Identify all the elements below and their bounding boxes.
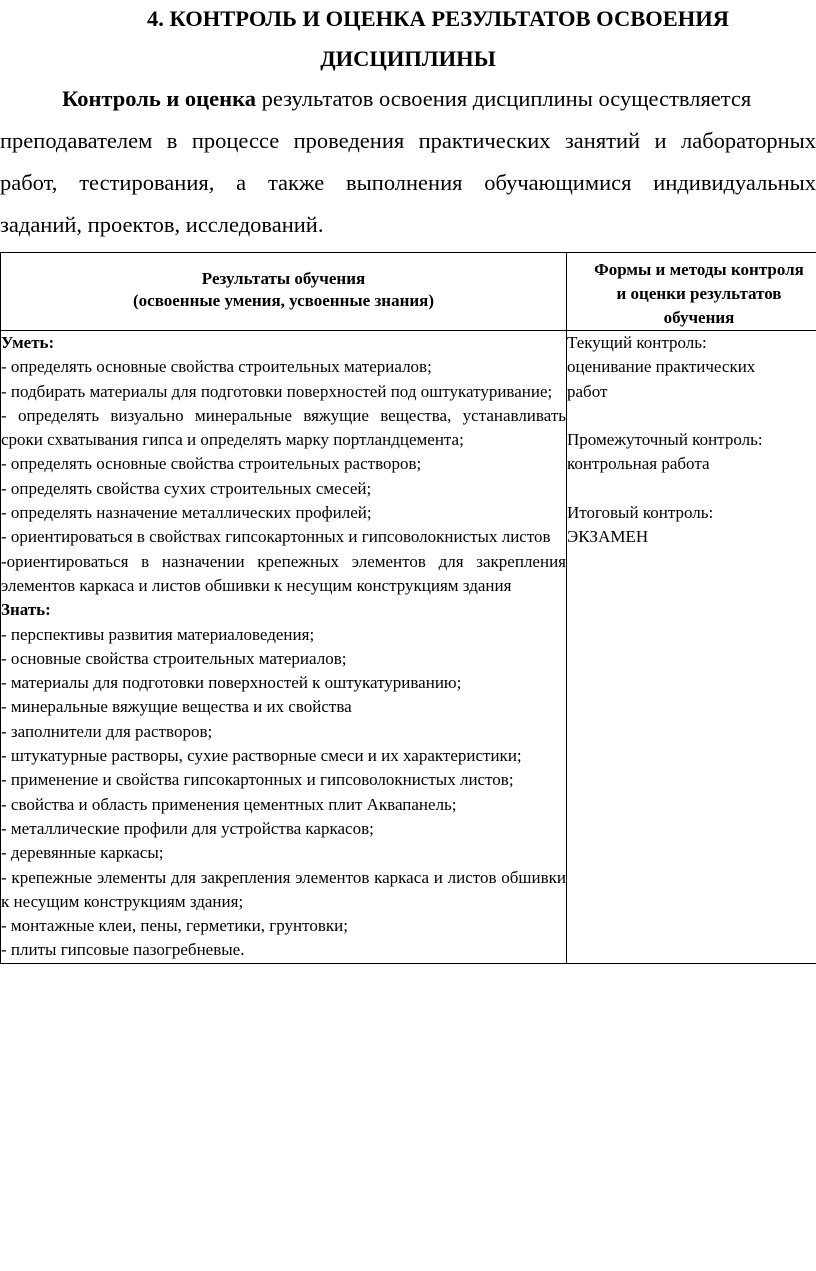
current-control-label: Текущий контроль: — [567, 333, 707, 352]
list-item: - штукатурные растворы, сухие растворные смеси и их характеристики; — [1, 746, 522, 766]
header-results-line1: Результаты обучения — [201, 269, 366, 288]
spacer — [567, 477, 816, 501]
intro-line-4: заданий, проектов, исследований. — [0, 212, 324, 237]
interim-control-value: контрольная работа — [567, 454, 710, 474]
list-item: - определять основные свойства строительных материалов; — [1, 357, 432, 377]
results-cell — [1, 331, 567, 964]
list-item: - определять визуально минеральные вяжущие вещества, устанавливать сроки схватывания гипса и определять марку портландцемента; — [1, 405, 566, 450]
intro-bold-lead: Контроль и оценка — [62, 86, 256, 111]
list-item: - перспективы развития материаловедения; — [1, 624, 315, 644]
list-item: - крепежные элементы для закрепления элементов каркаса и листов обшивки к несущим конструкциям здания; — [1, 867, 566, 911]
list-item: - подбирать материалы для подготовки поверхностей под оштукатуривание; — [1, 381, 553, 401]
final-control-label: Итоговый контроль: — [567, 503, 714, 523]
intro-line-2: преподавателем в процессе проведения практических занятий и лабораторных — [0, 128, 816, 153]
intro-paragraph — [0, 78, 816, 246]
header-methods-line1: Формы и методы контроля — [594, 260, 804, 279]
list-item: - определять основные свойства строительных растворов; — [1, 454, 422, 474]
header-methods-line2: и оценки результатов — [616, 284, 782, 303]
header-methods — [567, 253, 816, 331]
list-item: - металлические профили для устройства каркасов; — [1, 818, 374, 838]
current-control-line2: оценивание практических — [567, 357, 756, 377]
list-item: - заполнители для растворов; — [1, 721, 213, 741]
list-item: - материалы для подготовки поверхностей к оштукатуриванию; — [1, 673, 462, 693]
list-item: - применение и свойства гипсокартонных и гипсоволокнистых листов; — [1, 770, 514, 790]
list-item: - ориентироваться в свойствах гипсокартонных и гипсоволокнистых листов — [1, 527, 551, 547]
table-body-row — [1, 331, 816, 964]
list-item: - свойства и область применения цементных плит Аквапанель; — [1, 794, 457, 814]
list-item: - деревянные каркасы; — [1, 843, 164, 863]
list-item: - минеральные вяжущие вещества и их свойства — [1, 697, 352, 717]
section-title-line2: ДИСЦИПЛИНЫ — [320, 46, 496, 71]
intro-line-3: работ, тестирования, а также выполнения обучающимися индивидуальных — [0, 170, 816, 195]
interim-control-label: Промежуточный контроль: — [567, 430, 763, 450]
section-title-line1: 4. КОНТРОЛЬ И ОЦЕНКА РЕЗУЛЬТАТОВ ОСВОЕНИЯ — [147, 6, 729, 31]
final-control-value: ЭКЗАМЕН — [567, 527, 649, 547]
header-results-line2: (освоенные умения, усвоенные знания) — [132, 291, 435, 310]
list-item: - плиты гипсовые пазогребневые. — [1, 940, 245, 960]
list-item: - основные свойства строительных материалов; — [1, 648, 347, 668]
list-item: - определять назначение металлических профилей; — [1, 503, 372, 523]
list-item: -ориентироваться в назначении крепежных элементов для закрепления элементов каркаса и листов обшивки к несущим конструкциям здания — [1, 551, 566, 595]
intro-line-1 — [0, 78, 816, 120]
table-header-row — [1, 253, 816, 331]
current-control-line3: работ — [567, 381, 608, 401]
intro-line1-rest: результатов освоения дисциплины осуществляется — [255, 86, 752, 111]
results-table — [0, 252, 816, 964]
header-methods-line3: обучения — [663, 308, 735, 327]
spacer — [567, 404, 816, 428]
list-item: - монтажные клеи, пены, герметики, грунтовки; — [1, 916, 348, 936]
skills-heading: Уметь: — [1, 333, 55, 352]
knowledge-heading: Знать: — [1, 600, 51, 620]
header-results — [1, 253, 567, 331]
methods-cell — [567, 331, 816, 964]
list-item: - определять свойства сухих строительных смесей; — [1, 478, 372, 498]
